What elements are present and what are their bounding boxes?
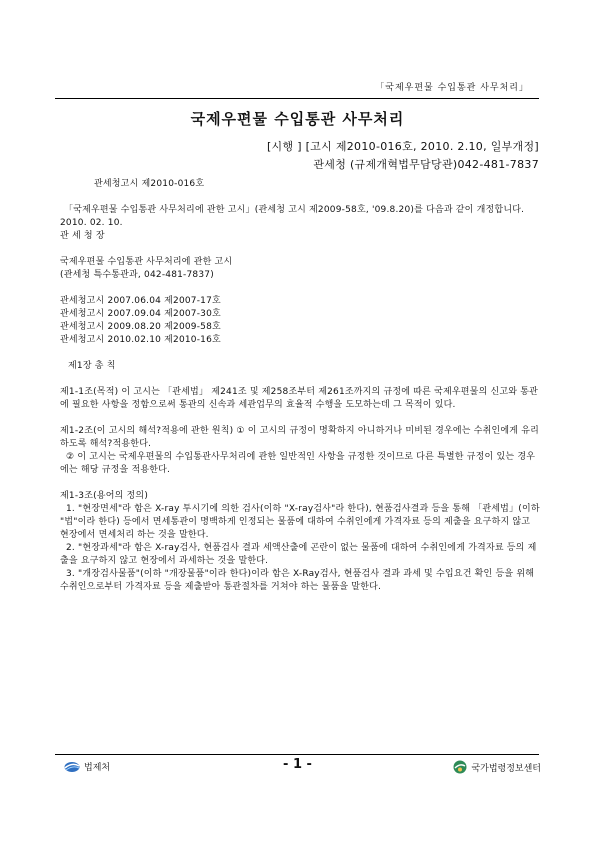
article-2-clause-2: ② 이 고시는 국제우편물의 수입통관사무처리에 관한 일반적인 사항을 규정한 것이므로 다른 특별한 규정이 있는 경우에는 해당 규정을 적용한다. [60, 452, 536, 475]
definition-1: 1. "현장면세"라 함은 X-ray 투시기에 의한 검사(이하 "X-ray검사"라 한다), 현품검사결과 등을 통해 「관세법」(이하 "법"이라 한다) 등에서 면세통관이 명백하게 인정되는 물품에 대하여 수취인에게 가격자료 등의 제출을 요구하지 않고 현장에서 면세처리 하는 것을 말한다. [60, 504, 540, 540]
page-title: 국제우편물 수입통관 사무처리 [190, 110, 405, 128]
footer-right-label: 국가법령정보센터 [471, 763, 541, 774]
issue-date: 2010. 02. 10. [60, 218, 123, 228]
footer-left-label: 법제처 [84, 763, 111, 773]
notice-number: 관세청고시 제2010-016호 [94, 179, 205, 189]
chapter-heading: 제1장 총 칙 [68, 361, 116, 371]
history-item: 관세청고시 2007.09.04 제2007-30호 [60, 309, 221, 319]
definition-3: 3. "개장검사물품"(이하 "개장물품"이라 한다)이라 함은 X-Ray검사, 현품검사 결과 과세 및 수입요건 확인 등을 위해 수취인으로부터 가격자료 등을 제출받아 통관절차를 거쳐야 하는 물품을 말한다. [60, 569, 535, 592]
department-info: 관세청 (규제개혁법무담당관)042-481-7837 [313, 158, 539, 171]
sub-title: 국제우편물 수입통관 사무처리에 관한 고시 [60, 257, 233, 267]
header-label: 「국제우편물 수입통관 사무처리」 [375, 83, 529, 93]
history-item: 관세청고시 2007.06.04 제2007-17호 [60, 296, 221, 306]
article-3-title: 제1-3조(용어의 정의) [60, 491, 149, 501]
header-rule [55, 98, 539, 99]
definition-2: 2. "현장과세"라 함은 X-ray검사, 현품검사 결과 세액산출에 곤란이 없는 물품에 대하여 수취인에게 가격자료 등의 제출을 요구하지 않고 현장에서 과세하는 것을 말한다. [60, 543, 537, 566]
footer-rule [55, 754, 539, 755]
signer: 관 세 청 장 [60, 231, 105, 241]
article-2: 제1-2조(이 고시의 해석?적용에 관한 원칙) ① 이 고시의 규정이 명확하지 아니하거나 미비된 경우에는 수취인에게 유리하도록 해석?적용한다. [60, 426, 540, 449]
article-1: 제1-1조(목적) 이 고시는 「관세법」 제241조 및 제258조부터 제261조까지의 규정에 따른 국제우편물의 신고와 통관에 필요한 사항을 정함으로써 통관의 신속과 세관업무의 효율적 수행을 도모하는데 그 목적이 있다. [60, 387, 539, 410]
footer-right [453, 760, 541, 774]
page-number: - 1 - [283, 757, 312, 772]
document-body [60, 178, 540, 594]
intro-text: 「국제우편물 수입통관 사무처리에 관한 고시」(관세청 고시 제2009-58호, '09.8.20)를 다음과 같이 개정합니다. [64, 205, 525, 215]
history-item: 관세청고시 2010.02.10 제2010-16호 [60, 335, 221, 345]
contact-info: (관세청 특수통관과, 042-481-7837) [60, 270, 214, 280]
law-center-logo-icon [453, 760, 467, 774]
history-item: 관세청고시 2009.08.20 제2009-58호 [60, 322, 221, 332]
enforcement-info: [시행 ] [고시 제2010-016호, 2010. 2.10, 일부개정] [266, 140, 539, 153]
